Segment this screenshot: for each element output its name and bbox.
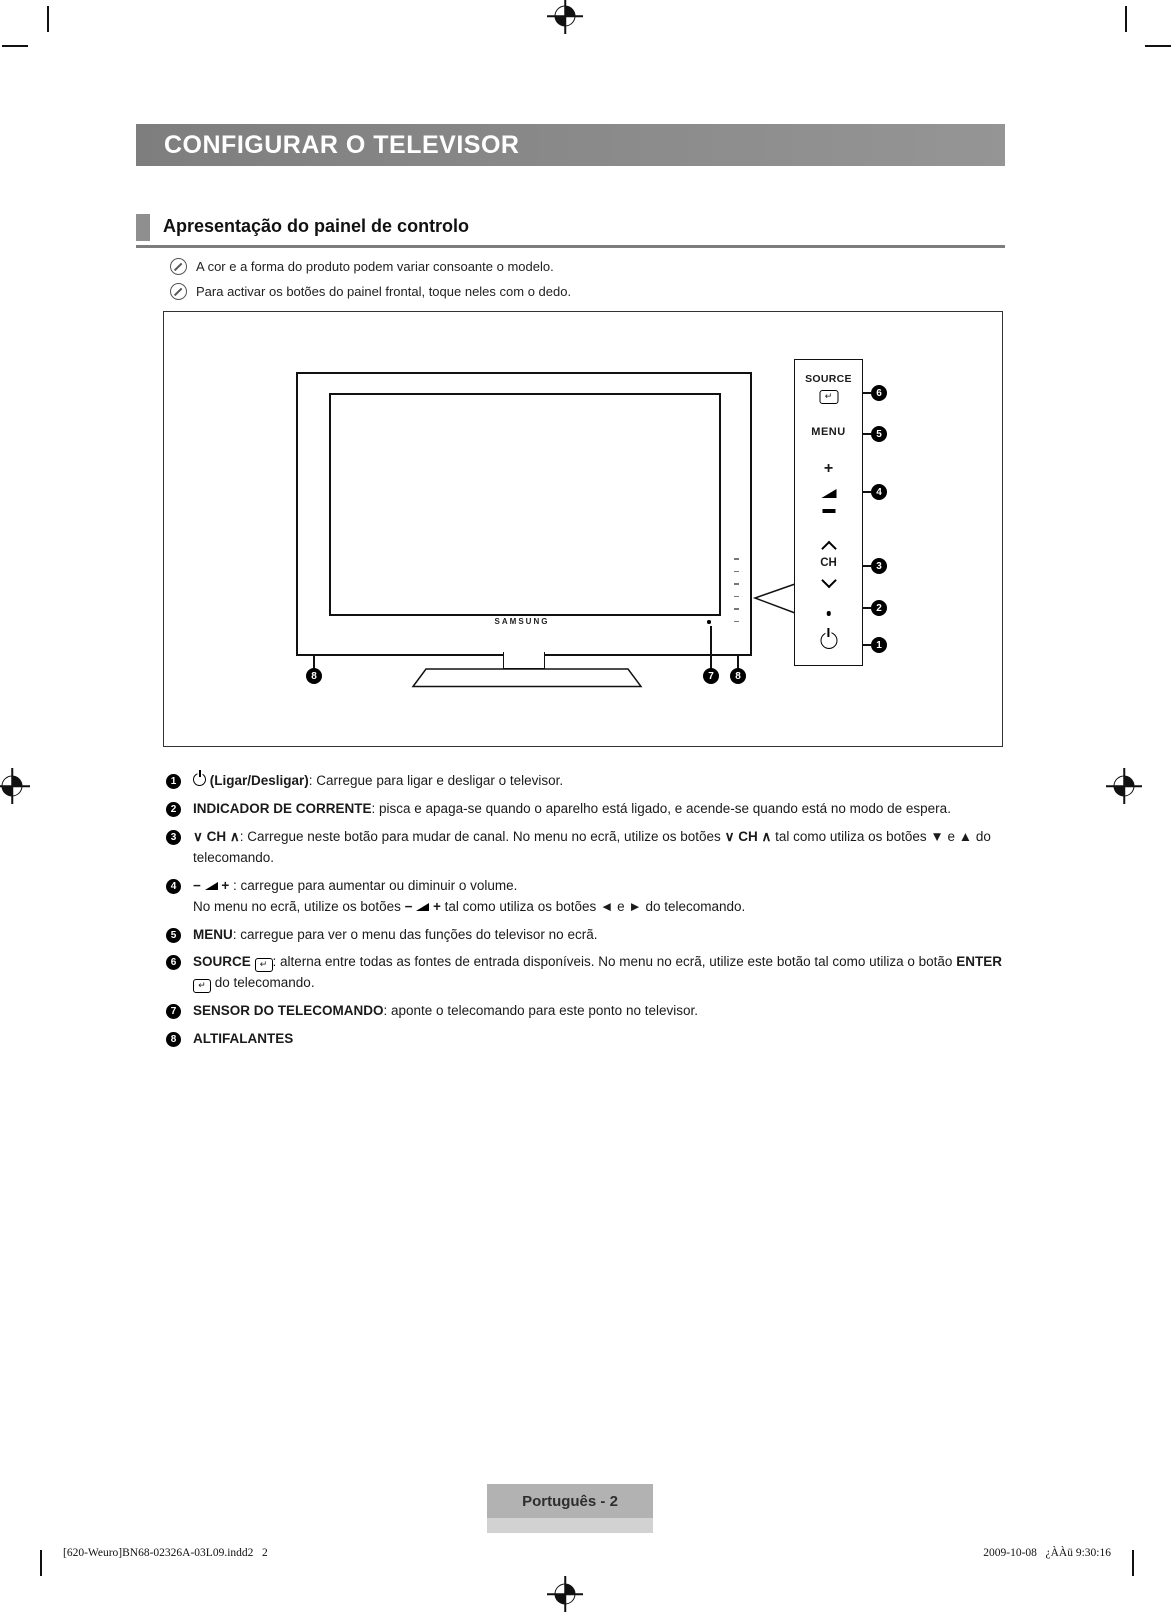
list-item <box>166 1029 1012 1050</box>
item-number-badge: 3 <box>166 830 181 845</box>
item-text-plain: No menu no ecrã, utilize os botões <box>193 898 405 914</box>
section-title: Apresentação do painel de controlo <box>163 216 470 236</box>
crop-mark <box>1125 6 1127 32</box>
section-marker <box>136 214 150 241</box>
page-number-label: Português - 2 <box>522 1492 618 1510</box>
tv-brand-label: SAMSUNG <box>494 617 550 626</box>
item-number-badge: 4 <box>166 879 181 894</box>
panel-indicator-dot <box>826 611 831 616</box>
item-text <box>193 1001 698 1022</box>
callout-5: 5 <box>871 426 887 442</box>
item-text <box>193 771 563 792</box>
item-text-bold: INDICADOR DE CORRENTE <box>193 800 372 816</box>
registration-mark-right <box>1106 768 1142 804</box>
item-text-bold: ∨ CH ∧ <box>724 828 772 844</box>
registration-circle <box>555 1584 576 1605</box>
list-item <box>166 799 1012 820</box>
registration-circle <box>2 776 23 797</box>
item-text <box>193 1029 293 1050</box>
power-icon <box>820 632 837 649</box>
touch-control-mark <box>734 558 739 560</box>
volume-minus-icon <box>822 509 835 513</box>
menu-label: MENU <box>811 426 846 438</box>
item-number-badge: 5 <box>166 928 181 943</box>
callout-line <box>710 626 712 669</box>
registration-mark-bottom <box>547 1576 583 1612</box>
item-text <box>193 827 1012 869</box>
touch-control-mark <box>734 596 739 598</box>
callout-8-left: 8 <box>306 668 322 684</box>
panel-diagram <box>163 311 1003 747</box>
item-text-bold: ENTER <box>956 954 1002 970</box>
tv-screen <box>329 393 721 616</box>
crop-mark <box>2 45 28 47</box>
item-text <box>193 952 1012 994</box>
item-text-bold: SENSOR DO TELECOMANDO <box>193 1003 384 1019</box>
callout-4: 4 <box>871 484 887 500</box>
channel-label: CH <box>820 557 837 569</box>
callout-6: 6 <box>871 385 887 401</box>
item-number-badge: 2 <box>166 802 181 817</box>
item-text-bold: − <box>193 877 205 893</box>
item-text-bold: SOURCE <box>193 954 255 970</box>
note-pencil-icon <box>170 258 187 275</box>
volume-icon <box>821 489 836 498</box>
page-header <box>136 124 1005 166</box>
list-item <box>166 1001 1012 1022</box>
callout-pointer <box>752 580 797 616</box>
enter-icon <box>819 390 838 404</box>
item-text-plain: tal como utiliza os botões ▼ e ▲ do telecomando. <box>193 828 991 865</box>
enter-icon <box>255 958 273 972</box>
page-number-box <box>487 1484 653 1518</box>
callout-1: 1 <box>871 637 887 653</box>
chevron-down-icon <box>821 573 837 589</box>
item-number-badge: 1 <box>166 774 181 789</box>
list-item <box>166 925 1012 946</box>
imprint-left: [620-Weuro]BN68-02326A-03L09.indd2 2 <box>63 1547 268 1559</box>
item-text-plain: : aponte o telecomando para este ponto no televisor. <box>383 1003 698 1019</box>
volramp-icon <box>416 903 429 911</box>
callout-3: 3 <box>871 558 887 574</box>
registration-circle <box>1114 776 1135 797</box>
list-item <box>166 771 1012 792</box>
enter-icon <box>193 979 211 993</box>
volramp-icon <box>205 882 218 890</box>
note-pencil-icon <box>170 283 187 300</box>
item-number-badge: 6 <box>166 955 181 970</box>
touch-control-mark <box>734 621 739 623</box>
list-item <box>166 876 1012 918</box>
registration-mark-top <box>547 0 583 34</box>
note <box>170 258 571 275</box>
volume-plus-label: + <box>823 460 834 477</box>
item-text-bold: ALTIFALANTES <box>193 1031 294 1047</box>
touch-control-mark <box>734 583 739 585</box>
touch-control-mark <box>734 608 739 610</box>
item-text-plain: : alterna entre todas as fontes de entrada disponíveis. No menu no ecrã, utilize este botão tal como utiliza o botão <box>272 954 957 970</box>
callout-8-right: 8 <box>730 668 746 684</box>
note <box>170 283 571 300</box>
item-text-bold: + <box>429 898 441 914</box>
item-number-badge: 7 <box>166 1004 181 1019</box>
item-list <box>166 771 1012 1057</box>
notes <box>170 258 571 308</box>
chevron-up-icon <box>821 541 837 557</box>
imprint-right: 2009-10-08 ¿ÀÀü 9:30:16 <box>983 1547 1111 1559</box>
touch-control-mark <box>734 571 739 573</box>
source-label: SOURCE <box>805 373 852 385</box>
registration-mark-left <box>0 768 30 804</box>
item-text-plain: : carregue para ver o menu das funções do televisor no ecrã. <box>232 926 598 942</box>
callout-7: 7 <box>703 668 719 684</box>
crop-mark <box>47 6 49 32</box>
item-text-bold: MENU <box>193 926 233 942</box>
note-text: Para activar os botões do painel frontal, toque neles com o dedo. <box>196 284 572 299</box>
item-text <box>193 799 951 820</box>
crop-mark <box>40 1550 42 1576</box>
list-item <box>166 827 1012 869</box>
control-panel <box>794 359 863 666</box>
page-number-box-tab <box>487 1518 653 1533</box>
section-rule <box>136 245 1005 248</box>
crop-mark <box>1145 45 1171 47</box>
power-icon <box>193 773 206 786</box>
crop-mark <box>1132 1550 1134 1576</box>
item-text-plain: do telecomando. <box>211 975 315 991</box>
item-text <box>193 876 745 918</box>
item-text-plain: : carregue para aumentar ou diminuir o volume. <box>229 877 518 893</box>
registration-circle <box>555 6 576 27</box>
item-text-plain: tal como utiliza os botões ◄ e ► do telecomando. <box>440 898 746 914</box>
item-text-plain: : Carregue para ligar e desligar o televisor. <box>308 773 564 788</box>
callout-2: 2 <box>871 600 887 616</box>
page-title: CONFIGURAR O TELEVISOR <box>164 130 520 159</box>
item-text-bold: − <box>404 898 417 914</box>
note-text: A cor e a forma do produto podem variar consoante o modelo. <box>196 259 554 274</box>
item-text-bold: + <box>217 877 230 893</box>
item-text <box>193 925 597 946</box>
bezel-touch-controls <box>732 558 740 633</box>
item-number-badge: 8 <box>166 1032 181 1047</box>
list-item <box>166 952 1012 994</box>
remote-sensor-dot <box>707 620 711 624</box>
item-text-plain: : pisca e apaga-se quando o aparelho está ligado, e acende-se quando está no modo de espera. <box>371 800 951 816</box>
tv-stand-base <box>410 667 644 689</box>
item-text-bold: (Ligar/Desligar) <box>206 773 309 788</box>
item-text-bold: ∨ CH ∧ <box>193 828 240 844</box>
item-text-plain: : Carregue neste botão para mudar de canal. No menu no ecrã, utilize os botões <box>239 828 725 844</box>
